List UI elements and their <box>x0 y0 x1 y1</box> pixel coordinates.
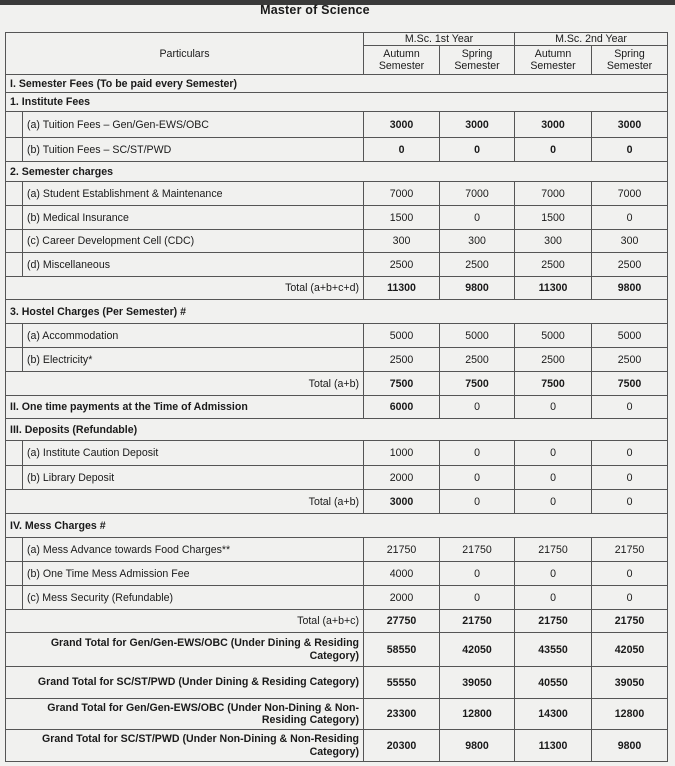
cell-value: 0 <box>592 441 668 466</box>
grand-total-label-text: Grand Total for SC/ST/PWD (Under Non-Dining & Non-Residing Category) <box>42 733 360 758</box>
row-label: (b) Electricity* <box>23 348 364 372</box>
cell-value: 2500 <box>364 348 440 372</box>
table-row <box>6 396 668 419</box>
cell-value: 2500 <box>592 253 668 277</box>
total-value: 21750 <box>440 610 515 633</box>
cell-value: 0 <box>592 466 668 490</box>
grand-total-label-text: Grand Total for Gen/Gen-EWS/OBC (Under Non-Dining & Non-Residing Category) <box>47 701 360 726</box>
section-row <box>6 93 668 112</box>
cell-value: 2500 <box>592 348 668 372</box>
cell-value: 3000 <box>592 112 668 138</box>
section-deposits: III. Deposits (Refundable) <box>6 419 668 441</box>
grand-total-value: 55550 <box>364 667 440 699</box>
section-semester-charges: 2. Semester charges <box>6 162 668 182</box>
cell-value: 2500 <box>515 253 592 277</box>
cell-value: 7000 <box>515 182 592 206</box>
fee-table <box>5 32 668 762</box>
total-value: 7500 <box>592 372 668 396</box>
table-row <box>6 112 668 138</box>
grand-total-value: 11300 <box>515 730 592 762</box>
row-label: (a) Institute Caution Deposit <box>23 441 364 466</box>
total-value: 0 <box>592 490 668 514</box>
cell-value: 0 <box>515 138 592 162</box>
grand-total-value: 23300 <box>364 699 440 730</box>
year2-header: M.Sc. 2nd Year <box>515 33 668 46</box>
table-row <box>6 324 668 348</box>
indent-cell <box>6 230 23 253</box>
total-value: 0 <box>440 490 515 514</box>
cell-value: 7000 <box>440 182 515 206</box>
cell-value: 2000 <box>364 466 440 490</box>
cell-value: 300 <box>440 230 515 253</box>
cell-value: 2500 <box>440 348 515 372</box>
grand-total-label-text: Grand Total for Gen/Gen-EWS/OBC (Under Dining & Residing Category) <box>50 637 360 662</box>
cell-value: 2000 <box>364 586 440 610</box>
cell-value: 0 <box>592 138 668 162</box>
total-value: 7500 <box>440 372 515 396</box>
cell-value: 3000 <box>364 112 440 138</box>
table-row <box>6 586 668 610</box>
total-row <box>6 277 668 300</box>
cell-value: 5000 <box>364 324 440 348</box>
total-label: Total (a+b) <box>6 372 364 396</box>
cell-value: 0 <box>364 138 440 162</box>
cell-value: 0 <box>440 206 515 230</box>
header-row-years <box>6 33 668 46</box>
cell-value: 0 <box>592 206 668 230</box>
indent-cell <box>6 138 23 162</box>
table-row <box>6 206 668 230</box>
cell-value: 3000 <box>515 112 592 138</box>
total-value: 7500 <box>515 372 592 396</box>
cell-value: 300 <box>592 230 668 253</box>
cell-value: 300 <box>515 230 592 253</box>
section-institute-fees: 1. Institute Fees <box>6 93 668 112</box>
grand-total-label <box>6 633 364 667</box>
cell-value: 7000 <box>364 182 440 206</box>
grand-total-value: 20300 <box>364 730 440 762</box>
cell-value: 1500 <box>515 206 592 230</box>
grand-total-row <box>6 699 668 730</box>
total-value: 11300 <box>364 277 440 300</box>
cell-value: 1000 <box>364 441 440 466</box>
row-label: (a) Student Establishment & Maintenance <box>23 182 364 206</box>
grand-total-value: 9800 <box>592 730 668 762</box>
row-label: (a) Accommodation <box>23 324 364 348</box>
cell-value: 2500 <box>515 348 592 372</box>
grand-total-value: 14300 <box>515 699 592 730</box>
grand-total-row <box>6 667 668 699</box>
cell-value: 5000 <box>592 324 668 348</box>
grand-total-value: 39050 <box>592 667 668 699</box>
total-row <box>6 372 668 396</box>
section-mess: IV. Mess Charges # <box>6 514 668 538</box>
total-value: 3000 <box>364 490 440 514</box>
cell-value: 0 <box>515 441 592 466</box>
cell-value: 21750 <box>592 538 668 562</box>
table-row <box>6 253 668 277</box>
y1-autumn-header: Autumn Semester <box>364 46 440 75</box>
section-semester-fees: I. Semester Fees (To be paid every Semester) <box>6 75 668 93</box>
grand-total-row <box>6 730 668 762</box>
indent-cell <box>6 466 23 490</box>
total-value: 0 <box>515 490 592 514</box>
section-row <box>6 162 668 182</box>
cell-value: 0 <box>592 396 668 419</box>
y1-spring-header: Spring Semester <box>440 46 515 75</box>
year1-header: M.Sc. 1st Year <box>364 33 515 46</box>
cell-value: 3000 <box>440 112 515 138</box>
cell-value: 4000 <box>364 562 440 586</box>
total-row <box>6 610 668 633</box>
total-value: 9800 <box>440 277 515 300</box>
grand-total-label: Grand Total for SC/ST/PWD (Under Dining & Residing Category) <box>6 667 364 699</box>
grand-total-value: 42050 <box>440 633 515 667</box>
grand-total-value: 43550 <box>515 633 592 667</box>
table-row <box>6 138 668 162</box>
total-label: Total (a+b) <box>6 490 364 514</box>
section-hostel: 3. Hostel Charges (Per Semester) # <box>6 300 668 324</box>
row-label: (b) One Time Mess Admission Fee <box>23 562 364 586</box>
cell-value: 5000 <box>440 324 515 348</box>
row-label: (c) Mess Security (Refundable) <box>23 586 364 610</box>
table-row <box>6 230 668 253</box>
table-row <box>6 562 668 586</box>
row-label: (a) Tuition Fees – Gen/Gen-EWS/OBC <box>23 112 364 138</box>
cell-value: 0 <box>440 466 515 490</box>
cell-value: 0 <box>440 396 515 419</box>
cell-value: 2500 <box>440 253 515 277</box>
grand-total-value: 58550 <box>364 633 440 667</box>
grand-total-value: 12800 <box>592 699 668 730</box>
section-one-time: II. One time payments at the Time of Admission <box>6 396 364 419</box>
y2-spring-header: Spring Semester <box>592 46 668 75</box>
cell-value: 1500 <box>364 206 440 230</box>
indent-cell <box>6 112 23 138</box>
cell-value: 7000 <box>592 182 668 206</box>
section-row <box>6 300 668 324</box>
grand-total-value: 12800 <box>440 699 515 730</box>
row-label: (b) Medical Insurance <box>23 206 364 230</box>
grand-total-row <box>6 633 668 667</box>
row-label: (b) Library Deposit <box>23 466 364 490</box>
row-label: (a) Mess Advance towards Food Charges** <box>23 538 364 562</box>
cell-value: 0 <box>440 586 515 610</box>
cell-value: 300 <box>364 230 440 253</box>
grand-total-value: 42050 <box>592 633 668 667</box>
cell-value: 0 <box>515 562 592 586</box>
grand-total-value: 39050 <box>440 667 515 699</box>
indent-cell <box>6 562 23 586</box>
indent-cell <box>6 324 23 348</box>
indent-cell <box>6 348 23 372</box>
table-row <box>6 441 668 466</box>
grand-total-label <box>6 730 364 762</box>
indent-cell <box>6 441 23 466</box>
total-value: 9800 <box>592 277 668 300</box>
section-row <box>6 419 668 441</box>
cell-value: 0 <box>515 586 592 610</box>
y2-autumn-header: Autumn Semester <box>515 46 592 75</box>
indent-cell <box>6 253 23 277</box>
cell-value: 0 <box>440 138 515 162</box>
particulars-header: Particulars <box>6 33 364 75</box>
section-row <box>6 75 668 93</box>
table-row <box>6 466 668 490</box>
row-label: (c) Career Development Cell (CDC) <box>23 230 364 253</box>
grand-total-value: 9800 <box>440 730 515 762</box>
cell-value: 21750 <box>515 538 592 562</box>
cell-value: 0 <box>592 562 668 586</box>
section-row <box>6 514 668 538</box>
page-title: Master of Science <box>260 3 370 17</box>
total-label: Total (a+b+c) <box>6 610 364 633</box>
cell-value: 6000 <box>364 396 440 419</box>
cell-value: 0 <box>440 441 515 466</box>
indent-cell <box>6 538 23 562</box>
grand-total-value: 40550 <box>515 667 592 699</box>
total-value: 27750 <box>364 610 440 633</box>
cell-value: 0 <box>440 562 515 586</box>
indent-cell <box>6 586 23 610</box>
cell-value: 0 <box>592 586 668 610</box>
total-value: 11300 <box>515 277 592 300</box>
total-value: 21750 <box>592 610 668 633</box>
total-row <box>6 490 668 514</box>
cell-value: 5000 <box>515 324 592 348</box>
table-row <box>6 348 668 372</box>
cell-value: 21750 <box>364 538 440 562</box>
grand-total-label <box>6 699 364 730</box>
cell-value: 0 <box>515 396 592 419</box>
total-value: 21750 <box>515 610 592 633</box>
table-row <box>6 182 668 206</box>
cell-value: 2500 <box>364 253 440 277</box>
total-value: 7500 <box>364 372 440 396</box>
row-label: (b) Tuition Fees – SC/ST/PWD <box>23 138 364 162</box>
table-row <box>6 538 668 562</box>
indent-cell <box>6 206 23 230</box>
total-label: Total (a+b+c+d) <box>6 277 364 300</box>
cell-value: 0 <box>515 466 592 490</box>
indent-cell <box>6 182 23 206</box>
row-label: (d) Miscellaneous <box>23 253 364 277</box>
cell-value: 21750 <box>440 538 515 562</box>
